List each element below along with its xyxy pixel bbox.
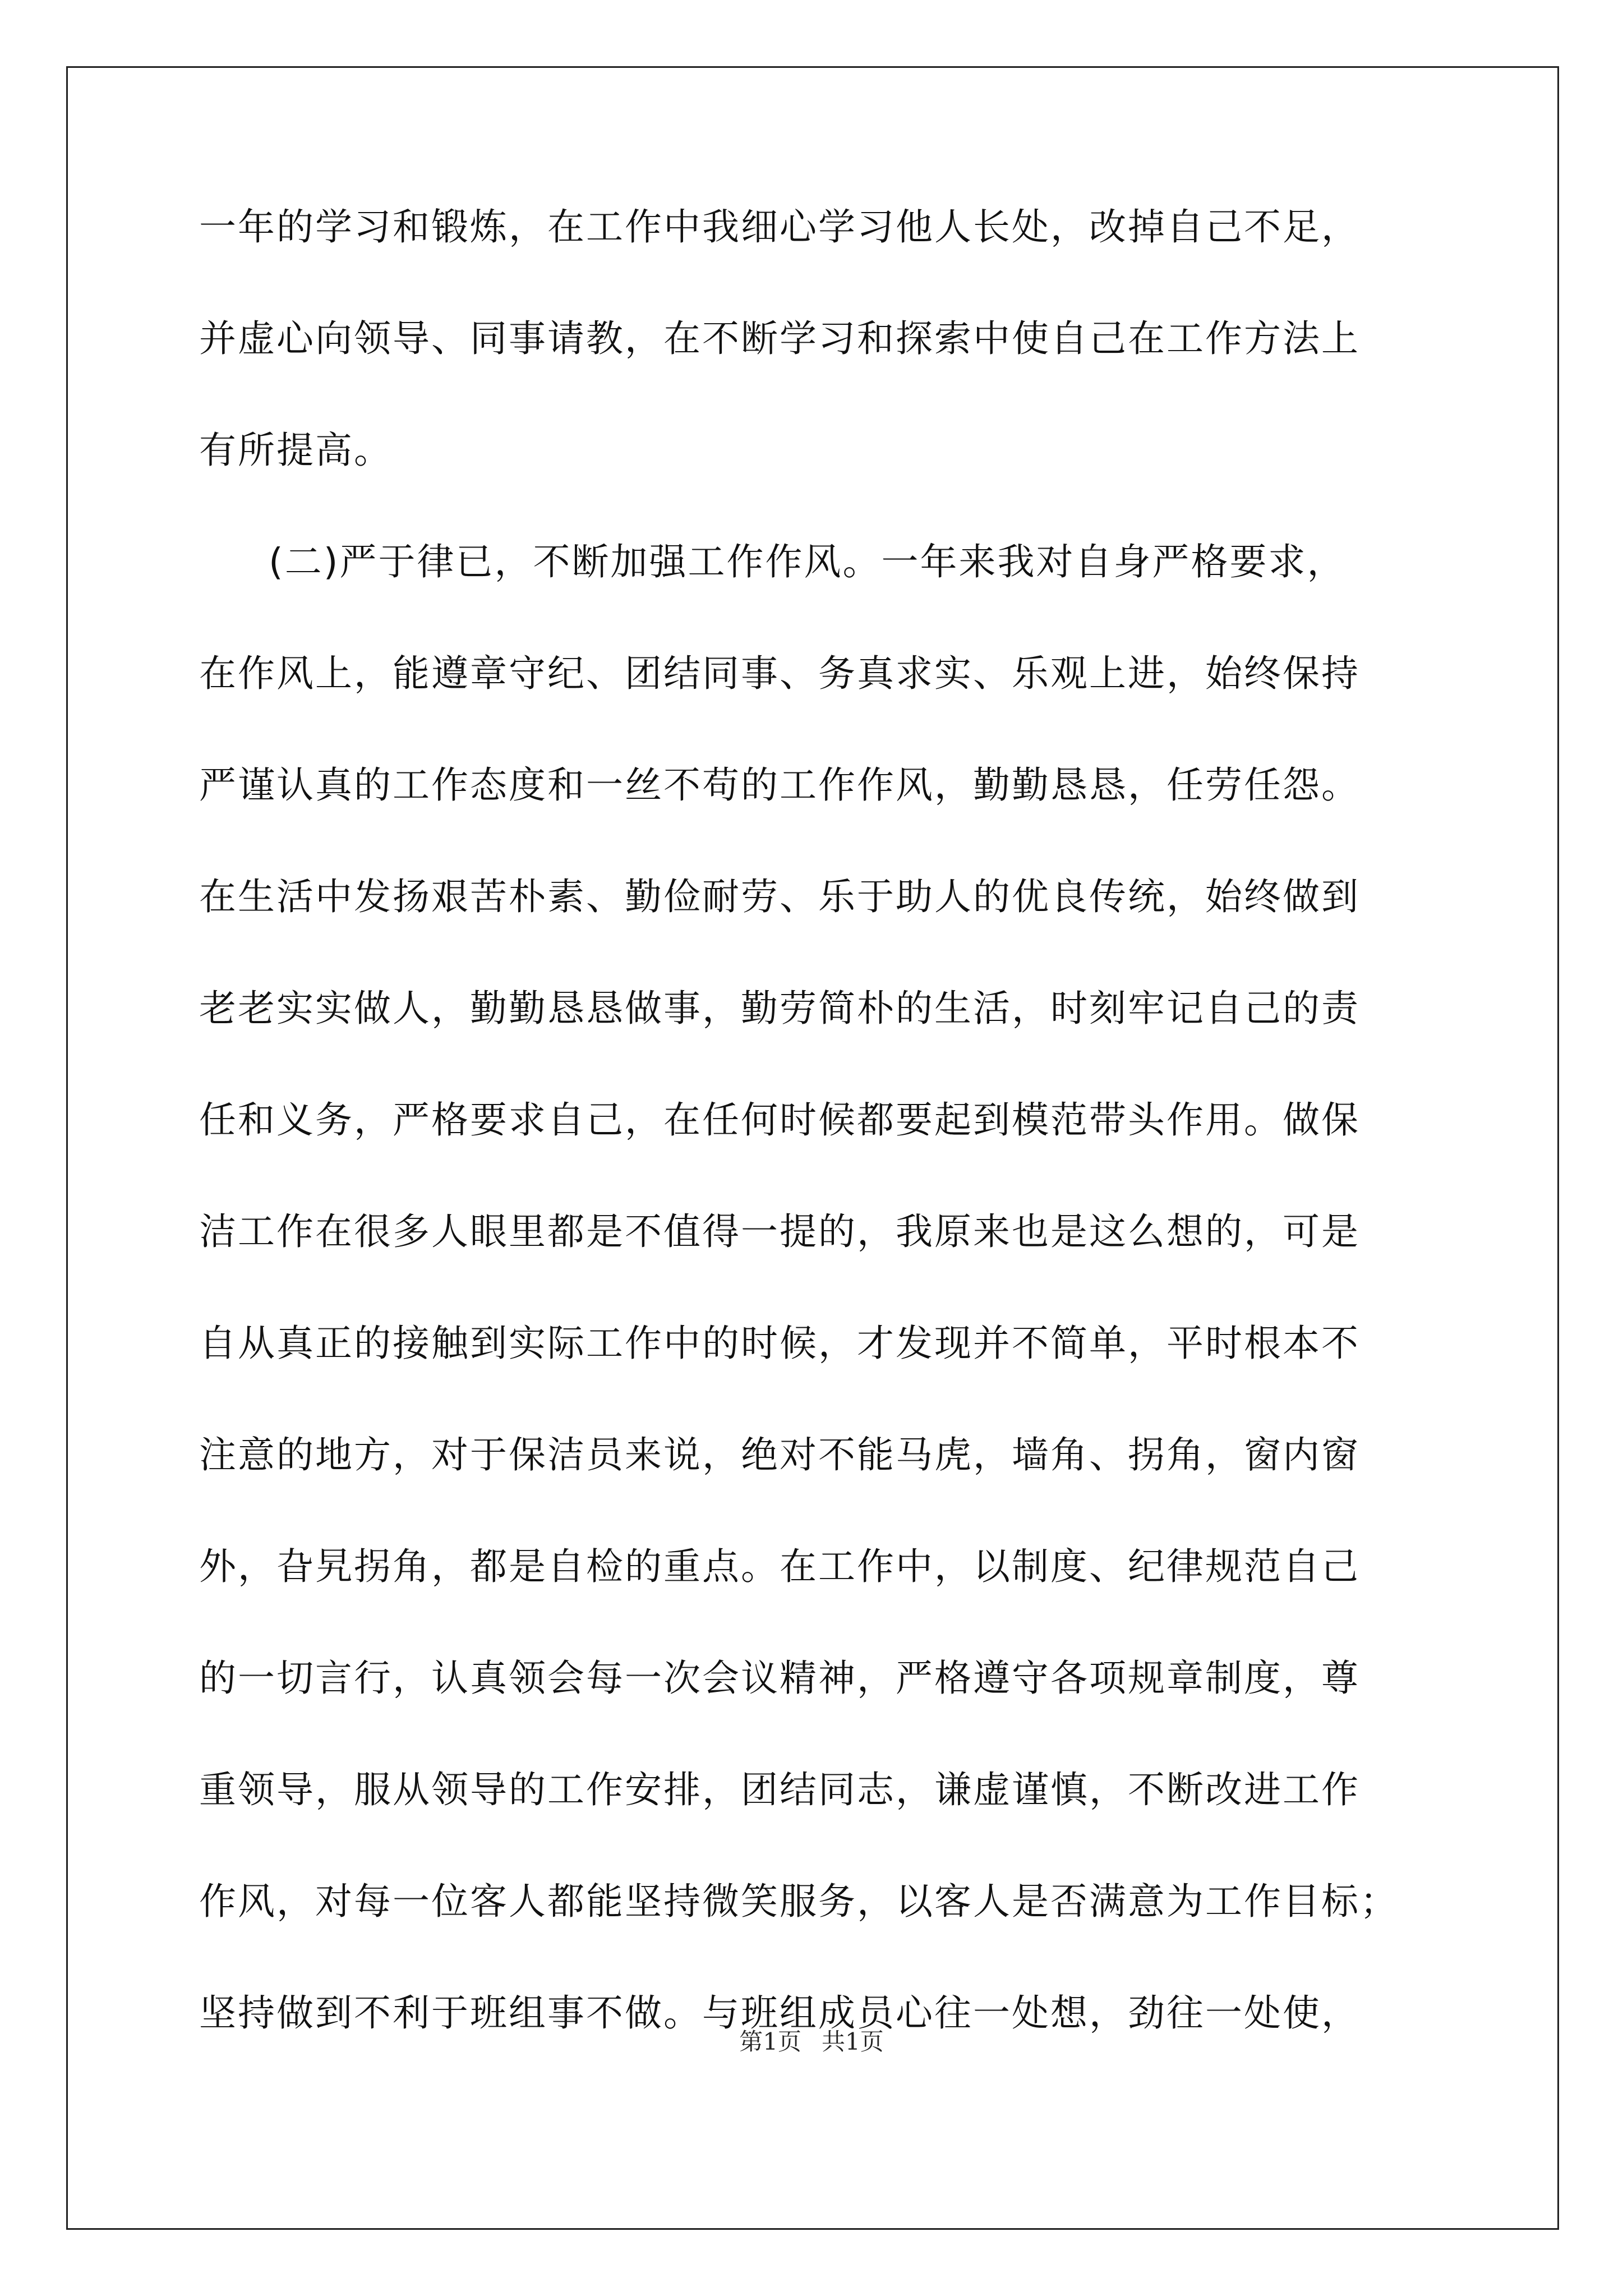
paragraph-start-line: (二)严于律已，不断加强工作作风。一年来我对自身严格要求， (269, 540, 1346, 583)
text-line: 注意的地方，对于保洁员来说，绝对不能马虎，墙角、拐角，窗内窗 (199, 1433, 1360, 1476)
page-number-current: 第1页 (739, 2028, 801, 2055)
text-line: 严谨认真的工作态度和一丝不苟的工作作风，勤勤恳恳，任劳任怨。 (199, 763, 1360, 807)
text-line: 有所提高。 (199, 429, 393, 472)
text-line: 洁工作在很多人眼里都是不值得一提的，我原来也是这么想的，可是 (199, 1210, 1360, 1253)
text-line: 自从真正的接触到实际工作中的时候，才发现并不简单，平时根本不 (199, 1322, 1360, 1365)
text-line: 在作风上，能遵章守纪、团结同事、务真求实、乐观上进，始终保持 (199, 652, 1360, 695)
text-line: 并虚心向领导、同事请教，在不断学习和探索中使自己在工作方法上 (199, 317, 1360, 360)
text-line: 一年的学习和锻炼，在工作中我细心学习他人长处，改掉自己不足， (199, 205, 1360, 249)
text-line: 老老实实做人，勤勤恳恳做事，勤劳简朴的生活，时刻牢记自己的责 (199, 987, 1360, 1030)
text-line: 坚持做到不利于班组事不做。与班组成员心往一处想，劲往一处使， (199, 1991, 1360, 2035)
text-line: 任和义务，严格要求自己，在任何时候都要起到模范带头作用。做保 (199, 1098, 1360, 1142)
text-line: 作风，对每一位客人都能坚持微笑服务，以客人是否满意为工作目标； (199, 1880, 1399, 1923)
text-line: 重领导，服从领导的工作安排，团结同志，谦虚谨慎，不断改进工作 (199, 1768, 1360, 1811)
text-line: 的一切言行，认真领会每一次会议精神，严格遵守各项规章制度，尊 (199, 1657, 1360, 1700)
page-footer (0, 2026, 1623, 2058)
text-line: 在生活中发扬艰苦朴素、勤俭耐劳、乐于助人的优良传统，始终做到 (199, 875, 1360, 918)
text-line: 外，旮旯拐角，都是自检的重点。在工作中，以制度、纪律规范自己 (199, 1545, 1360, 1588)
page-number-total: 共1页 (822, 2028, 884, 2055)
